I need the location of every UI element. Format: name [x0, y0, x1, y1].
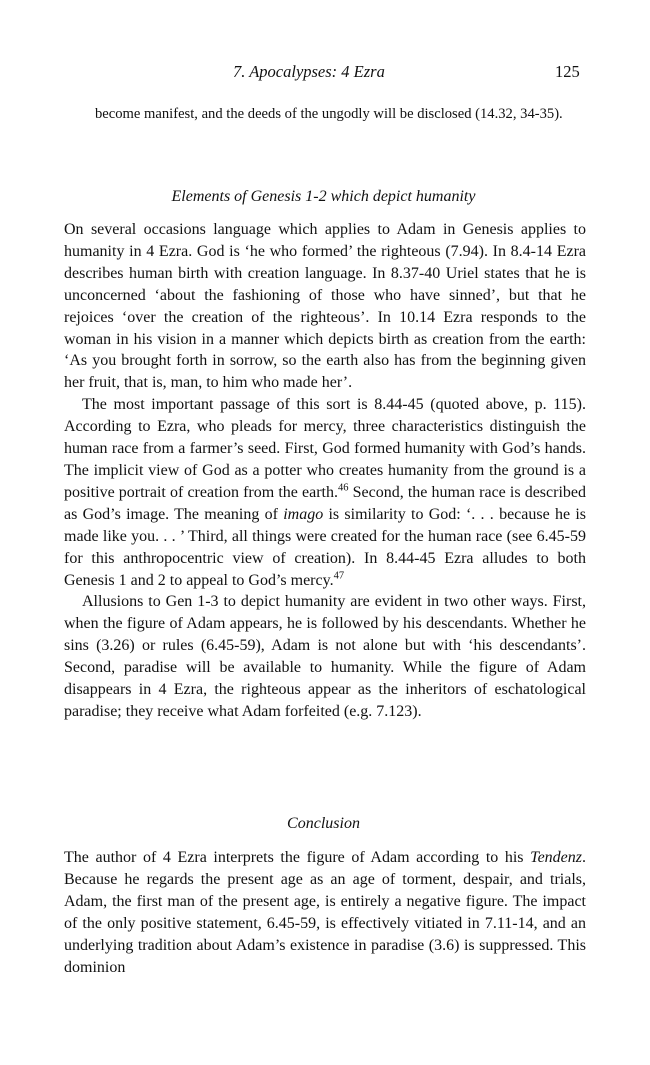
- section-body-genesis: [64, 219, 586, 723]
- running-title: 7. Apocalypses: 4 Ezra: [233, 62, 385, 81]
- conclusion-part-b: . Because he regards the present age as an age of torment, despair, and trials, Adam, the first man of the present age, is entirely a negative figure. The impact of the only positive statement, 6.45-59, is effectively vitiated in 7.11-14, and an underlying tradition about Adam’s existence in paradise (3.6) is suppressed. This dominion: [64, 849, 586, 976]
- paragraph-1: On several occasions language which applies to Adam in Genesis applies to humanity in 4 Ezra. God is ‘he who formed’ the righteous (7.94). In 8.4-14 Ezra describes human birth with creation language. In 8.37-40 Uriel states that he is unconcerned ‘about the fashioning of those who have sinned’, but that he rejoices ‘over the creation of the righteous’. In 10.14 Ezra responds to the woman in his vision in a manner which depicts birth as creation from the earth: ‘As you brought forth in sorrow, so the earth also has from the beginning given her fruit, that is, man, to him who made her’.: [64, 221, 586, 392]
- block-quote-end: become manifest, and the deeds of the ungodly will be disclosed (14.32, 34-35).: [95, 106, 563, 122]
- section-heading-genesis: Elements of Genesis 1-2 which depict humanity: [171, 188, 476, 205]
- section-heading-conclusion: Conclusion: [287, 815, 360, 832]
- paragraph-3: Allusions to Gen 1-3 to depict humanity are evident in two other ways. First, when the figure of Adam appears, he is followed by his descendants. Whether he sins (3.26) or rules (6.45-59), Adam is not alone but with ‘his descendants’. Second, paradise will be available to humanity. While the figure of Adam disappears in 4 Ezra, the righteous appear as the inheritors of eschatological paradise; they receive what Adam forfeited (e.g. 7.123).: [64, 593, 586, 720]
- paragraph-2: [64, 394, 586, 591]
- term-imago: imago: [283, 505, 324, 523]
- term-tendenz: Tendenz: [530, 849, 582, 866]
- conclusion-part-a: The author of 4 Ezra interprets the figure of Adam according to his: [64, 849, 531, 866]
- paragraph-2-part-c: is similarity to God: ‘. . . because he is made like you. . . ’ Third, all things were created for the human race (see 6.45-59 for this anthropocentric view of creation). In 8.44-45 Ezra alludes to both Genesis 1 and 2 to appeal to God’s mercy.: [64, 505, 586, 589]
- conclusion-paragraph: [64, 847, 586, 978]
- paragraph-2-part-a: The most important passage of this sort is 8.44-45 (quoted above, p. 115). According to Ezra, who pleads for mercy, three characteristics distinguish the human race from a farmer’s seed. First, God formed humanity with God’s hands. The implicit view of God as a potter who creates humanity from the ground is a positive portrait of creation from the earth.: [64, 396, 586, 501]
- running-head: [0, 62, 650, 86]
- page-number: 125: [555, 62, 580, 81]
- footnote-ref-46: 46: [337, 482, 349, 494]
- paragraph-2-part-b: Second, the human race is described as God’s image. The meaning of: [64, 483, 586, 523]
- section-body-conclusion: [64, 847, 586, 978]
- footnote-ref-47: 47: [333, 570, 345, 582]
